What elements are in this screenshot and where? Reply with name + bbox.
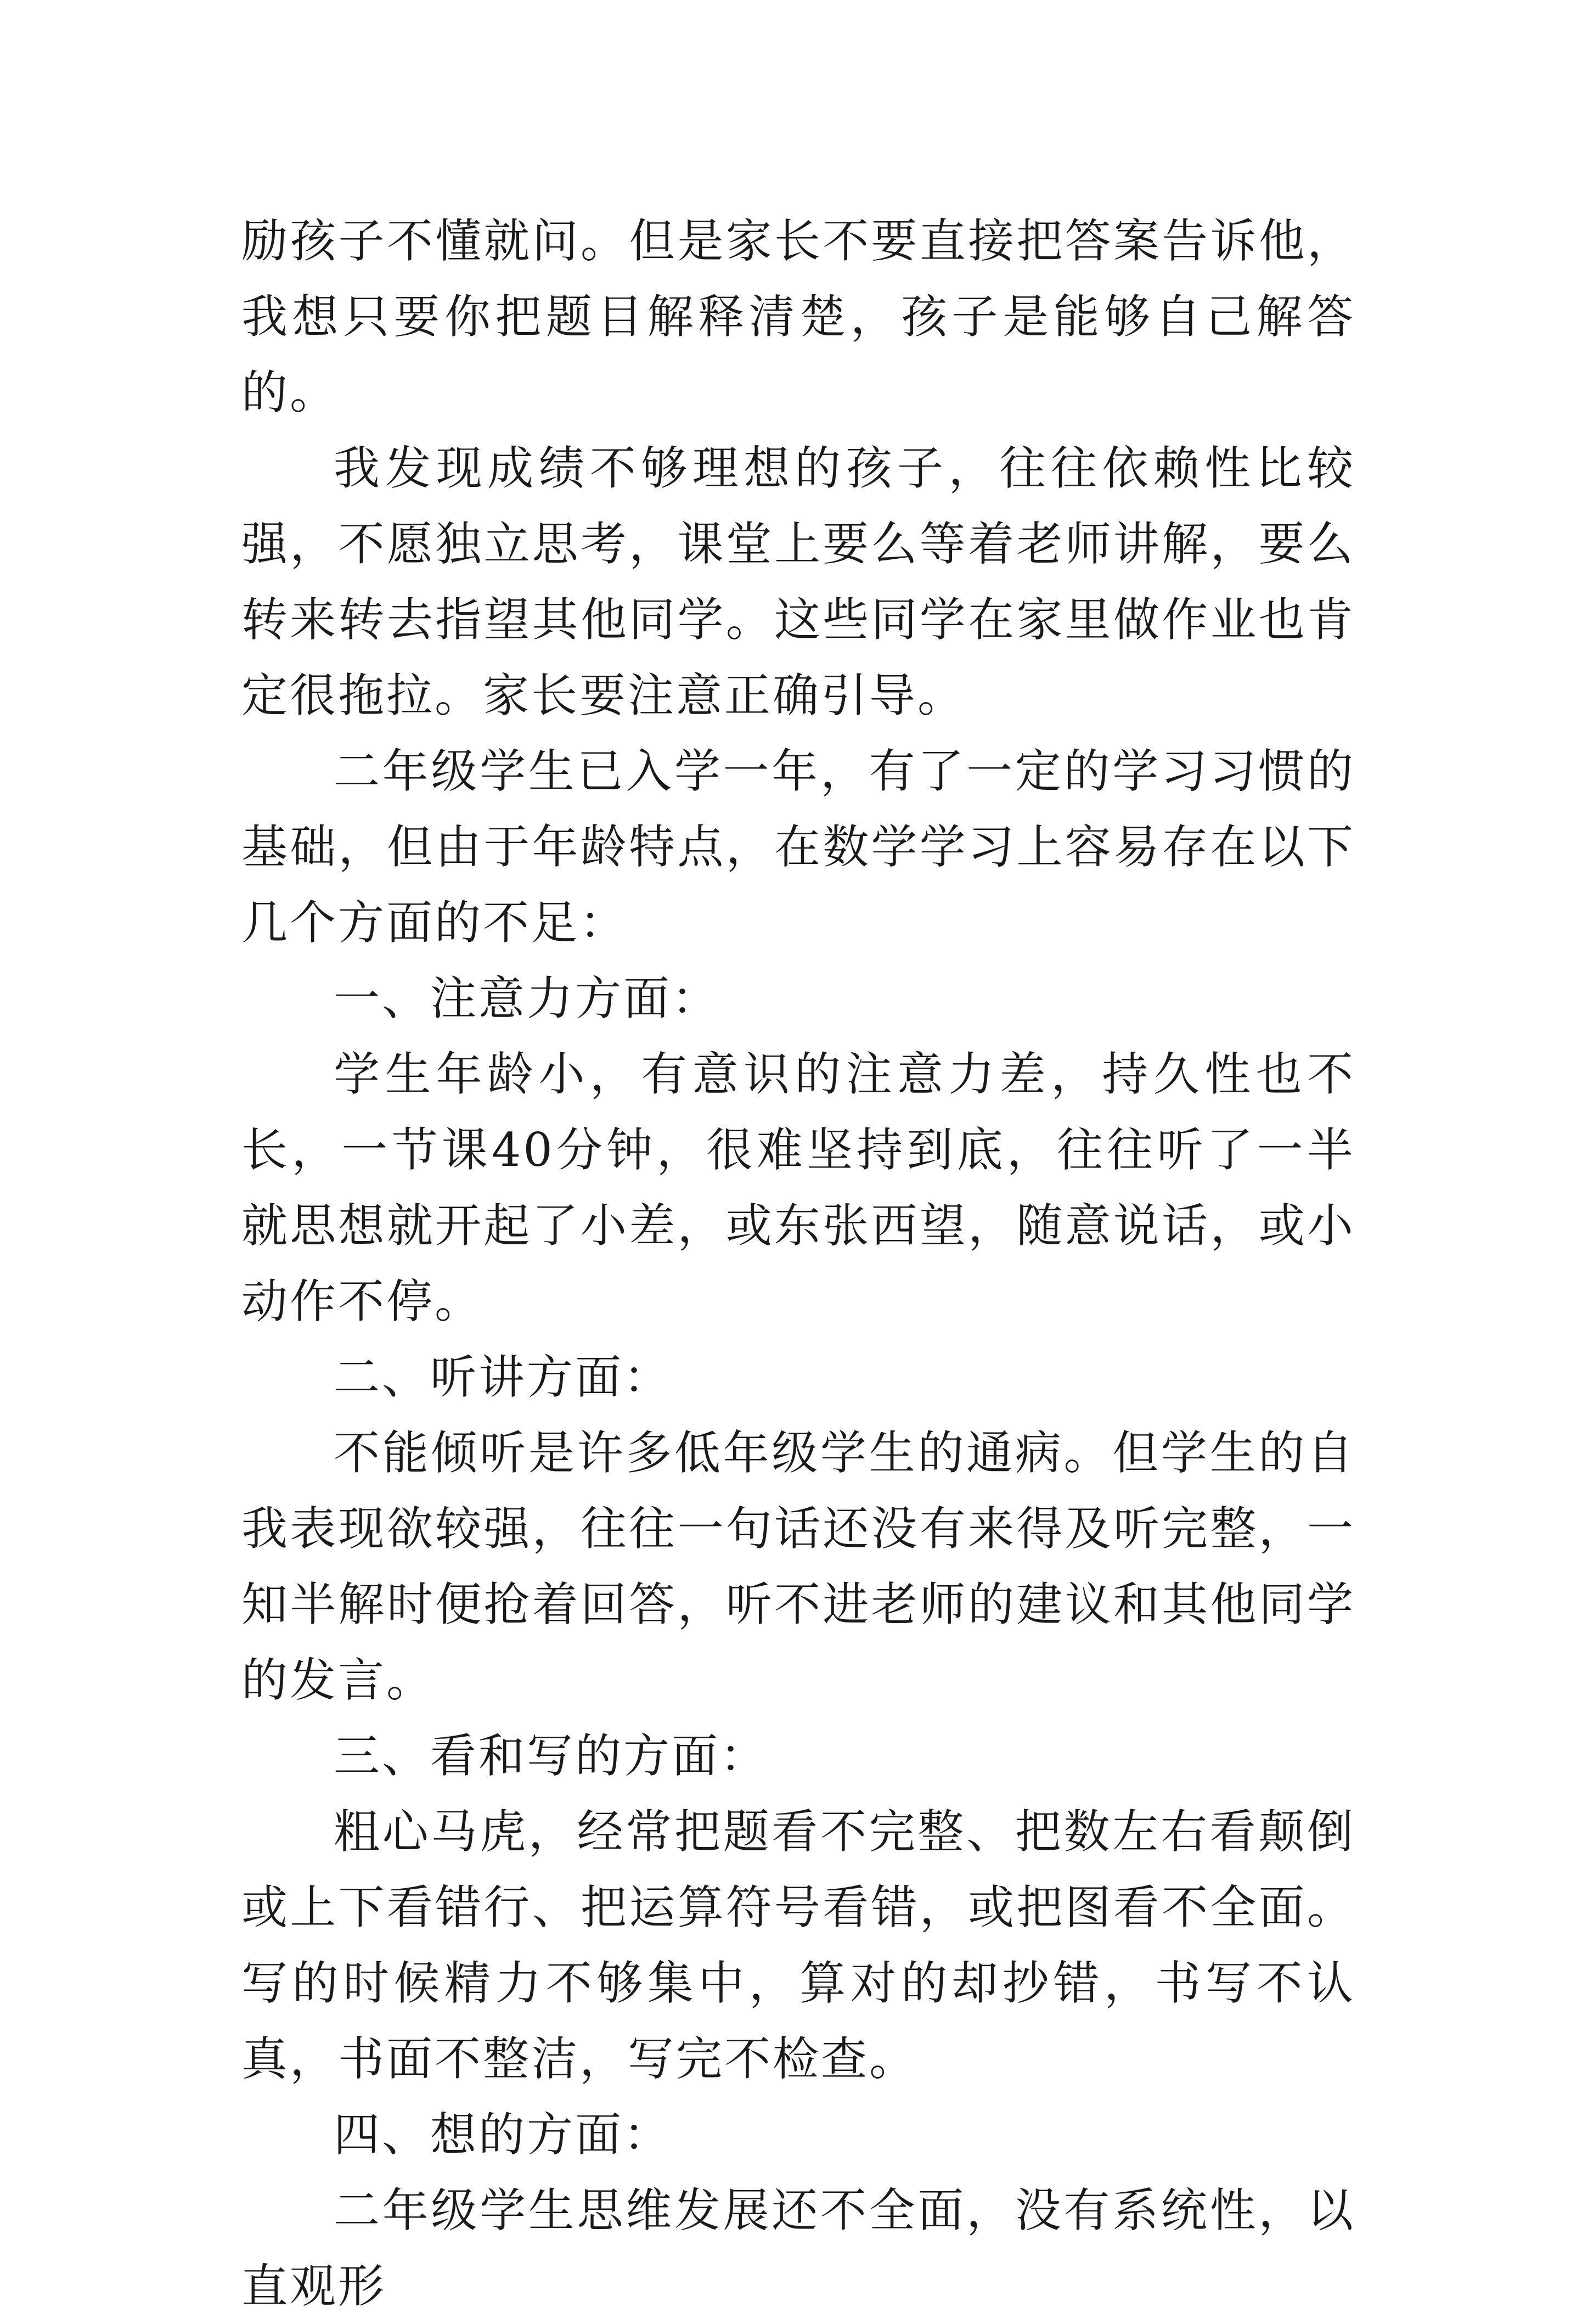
document-body <box>241 203 1355 2324</box>
paragraph-attention: 学生年龄小，有意识的注意力差，持久性也不长，一节课40分钟，很难坚持到底，往往听了一半就思想就开起了小差，或东张西望，随意说话，或小动作不停。 <box>241 1047 1355 1328</box>
paragraph-thinking: 二年级学生思维发展还不全面，没有系统性，以直观形 <box>241 2183 1355 2313</box>
paragraph-continuation: 励孩子不懂就问。但是家长不要直接把答案告诉他，我想只要你把题目解释清楚，孩子是能够自己解答的。 <box>241 214 1355 419</box>
heading-reading-writing: 三、看和写的方面： <box>334 1729 769 1783</box>
paragraph-grade-two-intro: 二年级学生已入学一年，有了一定的学习习惯的基础，但由于年龄特点，在数学学习上容易存在以下几个方面的不足： <box>241 744 1355 950</box>
heading-listening: 二、听讲方面： <box>334 1350 672 1404</box>
paragraph-dependency: 我发现成绩不够理想的孩子，往往依赖性比较强，不愿独立思考，课堂上要么等着老师讲解，要么转来转去指望其他同学。这些同学在家里做作业也肯定很拖拉。家长要注意正确引导。 <box>241 441 1355 722</box>
heading-thinking: 四、想的方面： <box>334 2108 672 2162</box>
paragraph-reading-writing: 粗心马虎，经常把题看不完整、把数左右看颠倒或上下看错行、把运算符号看错，或把图看不全面。写的时候精力不够集中，算对的却抄错，书写不认真，书面不整洁，写完不检查。 <box>241 1805 1355 2086</box>
heading-attention: 一、注意力方面： <box>334 972 720 1025</box>
paragraph-listening: 不能倾听是许多低年级学生的通病。但学生的自我表现欲较强，往往一句话还没有来得及听完整，一知半解时便抢着回答，听不进老师的建议和其他同学的发言。 <box>241 1426 1355 1707</box>
